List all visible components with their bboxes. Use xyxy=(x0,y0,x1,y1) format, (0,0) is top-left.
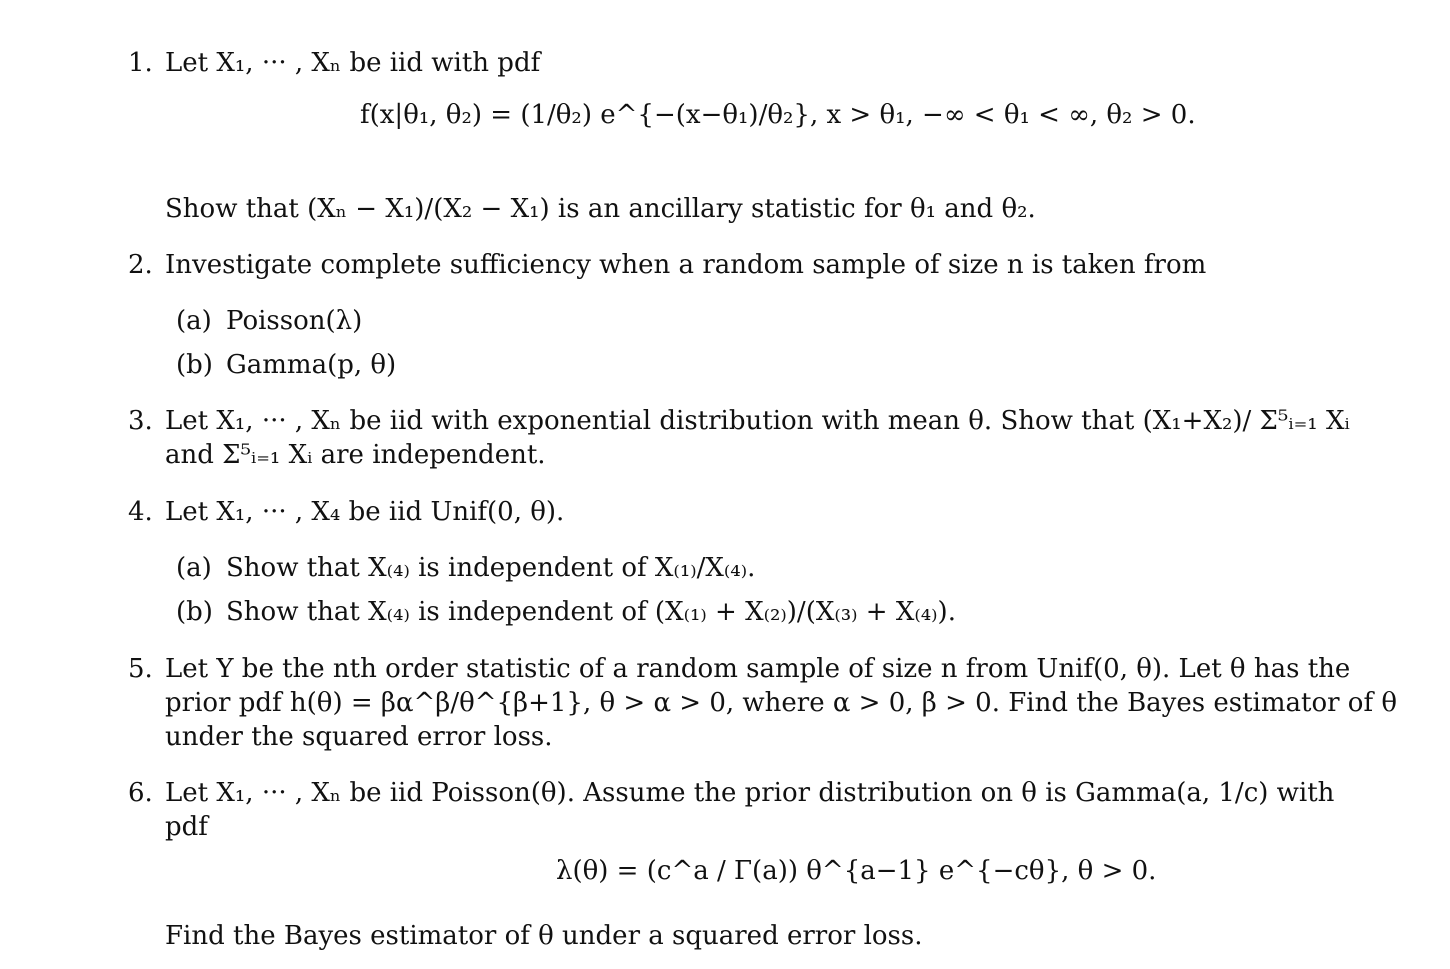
problem-number: 6. xyxy=(128,778,153,808)
problem-1-intro: Let X₁, ··· , Xₙ be iid with pdf xyxy=(165,48,541,78)
problem-6-task: Find the Bayes estimator of θ under a squared error loss. xyxy=(165,921,923,951)
problem-5-line3: under the squared error loss. xyxy=(165,722,553,752)
problem-3-line1: Let X₁, ··· , Xₙ be iid with exponential distribution with mean θ. Show that (X₁+X₂)/ Σ⁵ᵢ₌₁ Xᵢ xyxy=(165,406,1350,436)
problem-4a-label: (a) xyxy=(176,553,212,583)
problem-2b-text: Gamma(p, θ) xyxy=(226,350,397,380)
problem-4b-label: (b) xyxy=(176,597,213,627)
problem-3-line2: and Σ⁵ᵢ₌₁ Xᵢ are independent. xyxy=(165,440,546,470)
problem-2-intro: Investigate complete sufficiency when a random sample of size n is taken from xyxy=(165,250,1207,280)
problem-number: 4. xyxy=(128,497,153,527)
problem-4b-text: Show that X₍₄₎ is independent of (X₍₁₎ + X₍₂₎)/(X₍₃₎ + X₍₄₎). xyxy=(226,597,956,627)
problem-number: 3. xyxy=(128,406,153,436)
problem-2a-label: (a) xyxy=(176,306,212,336)
problem-6-line1: Let X₁, ··· , Xₙ be iid Poisson(θ). Assume the prior distribution on θ is Gamma(a, 1/c) with xyxy=(165,778,1335,808)
problem-6-equation: λ(θ) = (c^a / Γ(a)) θ^{a−1} e^{−cθ}, θ > 0. xyxy=(556,856,1157,886)
problem-6-line2: pdf xyxy=(165,812,208,842)
problem-5-line2: prior pdf h(θ) = βα^β/θ^{β+1}, θ > α > 0, where α > 0, β > 0. Find the Bayes estimator of θ xyxy=(165,688,1398,718)
problem-2a-text: Poisson(λ) xyxy=(226,306,363,336)
problem-4a-text: Show that X₍₄₎ is independent of X₍₁₎/X₍₄₎. xyxy=(226,553,756,583)
problem-4-intro: Let X₁, ··· , X₄ be iid Unif(0, θ). xyxy=(165,497,565,527)
problem-number: 2. xyxy=(128,250,153,280)
problem-number: 5. xyxy=(128,654,153,684)
problem-5-line1: Let Y be the nth order statistic of a random sample of size n from Unif(0, θ). Let θ has the xyxy=(165,654,1351,684)
problem-2b-label: (b) xyxy=(176,350,213,380)
problem-1-task: Show that (Xₙ − X₁)/(X₂ − X₁) is an ancillary statistic for θ₁ and θ₂. xyxy=(165,194,1036,224)
problem-number: 1. xyxy=(128,48,153,78)
problem-1-equation: f(x|θ₁, θ₂) = (1/θ₂) e^{−(x−θ₁)/θ₂}, x > θ₁, −∞ < θ₁ < ∞, θ₂ > 0. xyxy=(360,100,1196,130)
